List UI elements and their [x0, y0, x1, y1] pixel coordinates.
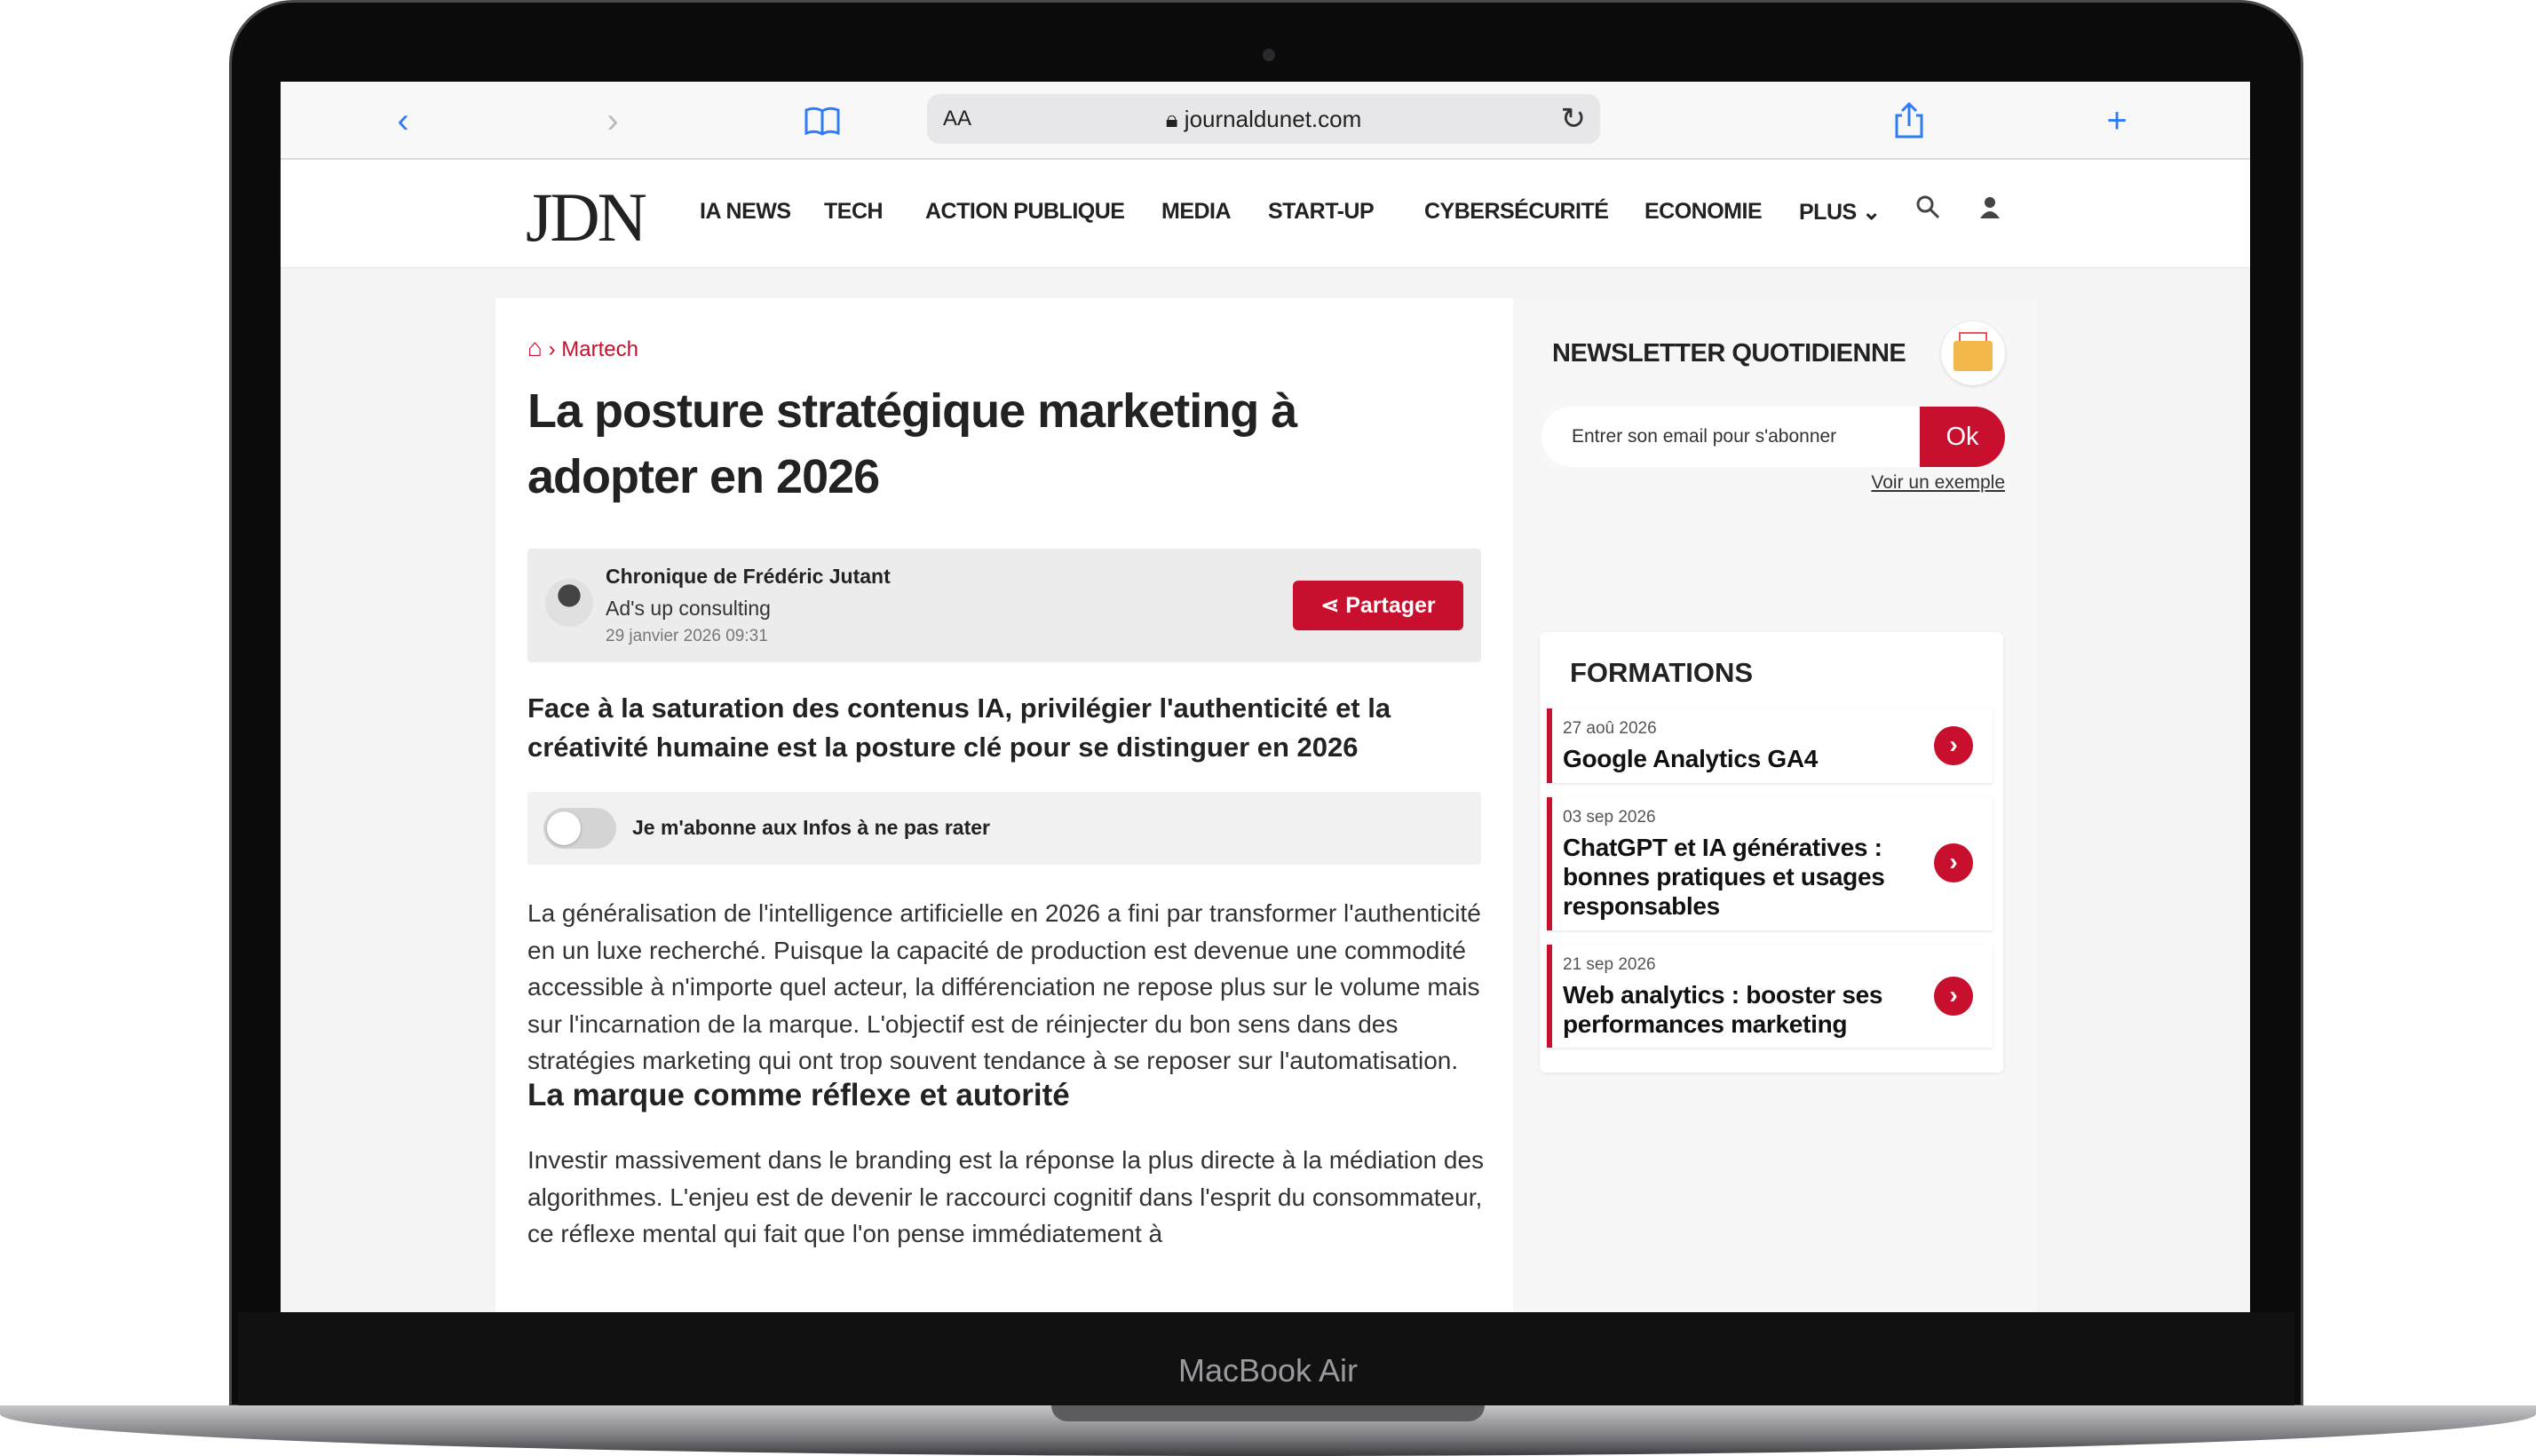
subscribe-toggle-label: Je m'abonne aux Infos à ne pas rater — [632, 816, 990, 839]
formation-card[interactable] — [1547, 945, 1993, 1048]
user-icon[interactable] — [1977, 194, 2003, 226]
nav-plus[interactable] — [1799, 199, 1881, 226]
chevron-right-icon[interactable]: › — [1934, 977, 1973, 1016]
home-icon[interactable]: ⌂ — [527, 334, 543, 361]
forward-icon[interactable]: › — [606, 101, 619, 140]
browser-toolbar — [281, 82, 2250, 160]
share-button[interactable] — [1293, 581, 1463, 630]
sidebar — [1513, 298, 2037, 1312]
bookmarks-icon[interactable] — [803, 101, 842, 140]
nav-plus-label: PLUS — [1799, 200, 1857, 225]
new-tab-icon[interactable]: + — [2106, 101, 2128, 140]
camera-icon — [1263, 49, 1275, 61]
share-nodes-icon: ⋖ — [1320, 593, 1340, 618]
formation-name: Google Analytics GA4 — [1563, 745, 1819, 772]
newsletter-form — [1541, 407, 2005, 467]
article-paragraph: La généralisation de l'intelligence artificielle en 2026 a fini par transformer l'authenticité en un luxe recherché. Puisque la capacité de production est devenue une commodité accessible à n'importe quel acteur, la différenciation ne repose plus sur le volume mais sur l'incarnation de la marque. L'objectif est de réinjecter du bon sens dans des stratégies marketing qui ont trop souvent tendance à se reposer sur l'automatisation. — [527, 899, 1481, 1075]
laptop-notch — [1051, 1405, 1485, 1421]
nav-media[interactable]: MEDIA — [1161, 199, 1232, 224]
article-title: La posture stratégique marketing à adopter en 2026 — [527, 384, 1297, 503]
breadcrumb-separator-icon: › — [548, 337, 562, 361]
url-display — [927, 106, 1600, 134]
formation-card[interactable] — [1547, 708, 1993, 783]
site-logo[interactable]: JDN — [526, 178, 646, 256]
formation-name: ChatGPT et IA génératives : bonnes pratiques et usages responsables — [1563, 834, 1885, 920]
newsletter-envelope — [1954, 341, 1993, 371]
newsletter-example-link[interactable]: Voir un exemple — [1871, 472, 2005, 493]
newsletter-title: NEWSLETTER QUOTIDIENNE — [1552, 339, 1906, 368]
text-size-button[interactable]: AA — [943, 107, 972, 131]
author-avatar — [545, 579, 593, 627]
formation-card[interactable] — [1547, 797, 1993, 930]
tabs-overview-icon[interactable] — [2110, 101, 2149, 140]
site-header — [281, 160, 2250, 268]
subscribe-toggle-box — [527, 792, 1481, 865]
author-org: Ad's up consulting — [606, 597, 771, 620]
formation-date: 27 aoû 2026 — [1563, 719, 1657, 738]
lock-icon: 🔒︎ — [1165, 106, 1185, 132]
author-box — [527, 549, 1481, 662]
article-column — [495, 298, 1513, 1312]
newsletter-submit-button[interactable]: Ok — [1920, 407, 2005, 467]
nav-ia-news[interactable]: IA NEWS — [700, 199, 791, 224]
formation-name: Web analytics : booster ses performances marketing — [1563, 981, 1883, 1038]
nav-tech[interactable]: TECH — [824, 199, 884, 224]
newsletter-email-input[interactable]: Entrer son email pour s'abonner — [1572, 426, 1837, 447]
formation-date: 21 sep 2026 — [1563, 955, 1656, 974]
formation-date: 03 sep 2026 — [1563, 808, 1656, 827]
share-label: Partager — [1345, 593, 1436, 618]
search-icon[interactable] — [1914, 194, 1941, 226]
breadcrumb-link[interactable]: Martech — [561, 337, 638, 361]
toggle-knob — [547, 811, 581, 845]
nav-action-publique[interactable]: ACTION PUBLIQUE — [925, 199, 1125, 224]
nav-cybersecurite[interactable]: CYBERSÉCURITÉ — [1424, 199, 1609, 224]
reload-icon[interactable]: ↻ — [1560, 102, 1586, 136]
back-icon[interactable]: ‹ — [397, 101, 409, 140]
formations-title: FORMATIONS — [1570, 657, 1754, 688]
section-heading: La marque comme réflexe et autorité — [527, 1078, 1070, 1112]
url-text: journaldunet.com — [1184, 106, 1362, 132]
nav-economie[interactable]: ECONOMIE — [1644, 199, 1763, 224]
author-name[interactable]: Chronique de Frédéric Jutant — [606, 565, 891, 588]
publish-date: 29 janvier 2026 09:31 — [606, 627, 768, 645]
newsletter-envelope-icon — [1941, 321, 2005, 385]
device-label: MacBook Air — [1177, 1352, 1359, 1389]
share-icon[interactable] — [1890, 101, 1929, 140]
chevron-down-icon: ⌄ — [1862, 200, 1881, 225]
article-paragraph: Investir massivement dans le branding est la réponse la plus directe à la médiation des algorithmes. L'enjeu est de devenir le raccourci cognitif dans l'esprit du consommateur, ce réflexe mental qui fait que l'on pense immédiatement à — [527, 1146, 1485, 1248]
screen — [281, 82, 2250, 1312]
formations-box — [1540, 632, 2003, 1072]
address-bar[interactable] — [927, 94, 1600, 144]
subscribe-toggle[interactable] — [543, 808, 616, 849]
nav-start-up[interactable]: START-UP — [1268, 199, 1375, 224]
chevron-right-icon[interactable]: › — [1934, 843, 1973, 882]
article-lead: Face à la saturation des contenus IA, privilégier l'authenticité et la créativité humaine est la posture clé pour se distinguer en 2026 — [527, 692, 1391, 763]
breadcrumb — [527, 334, 638, 362]
chevron-right-icon[interactable]: › — [1934, 726, 1973, 765]
